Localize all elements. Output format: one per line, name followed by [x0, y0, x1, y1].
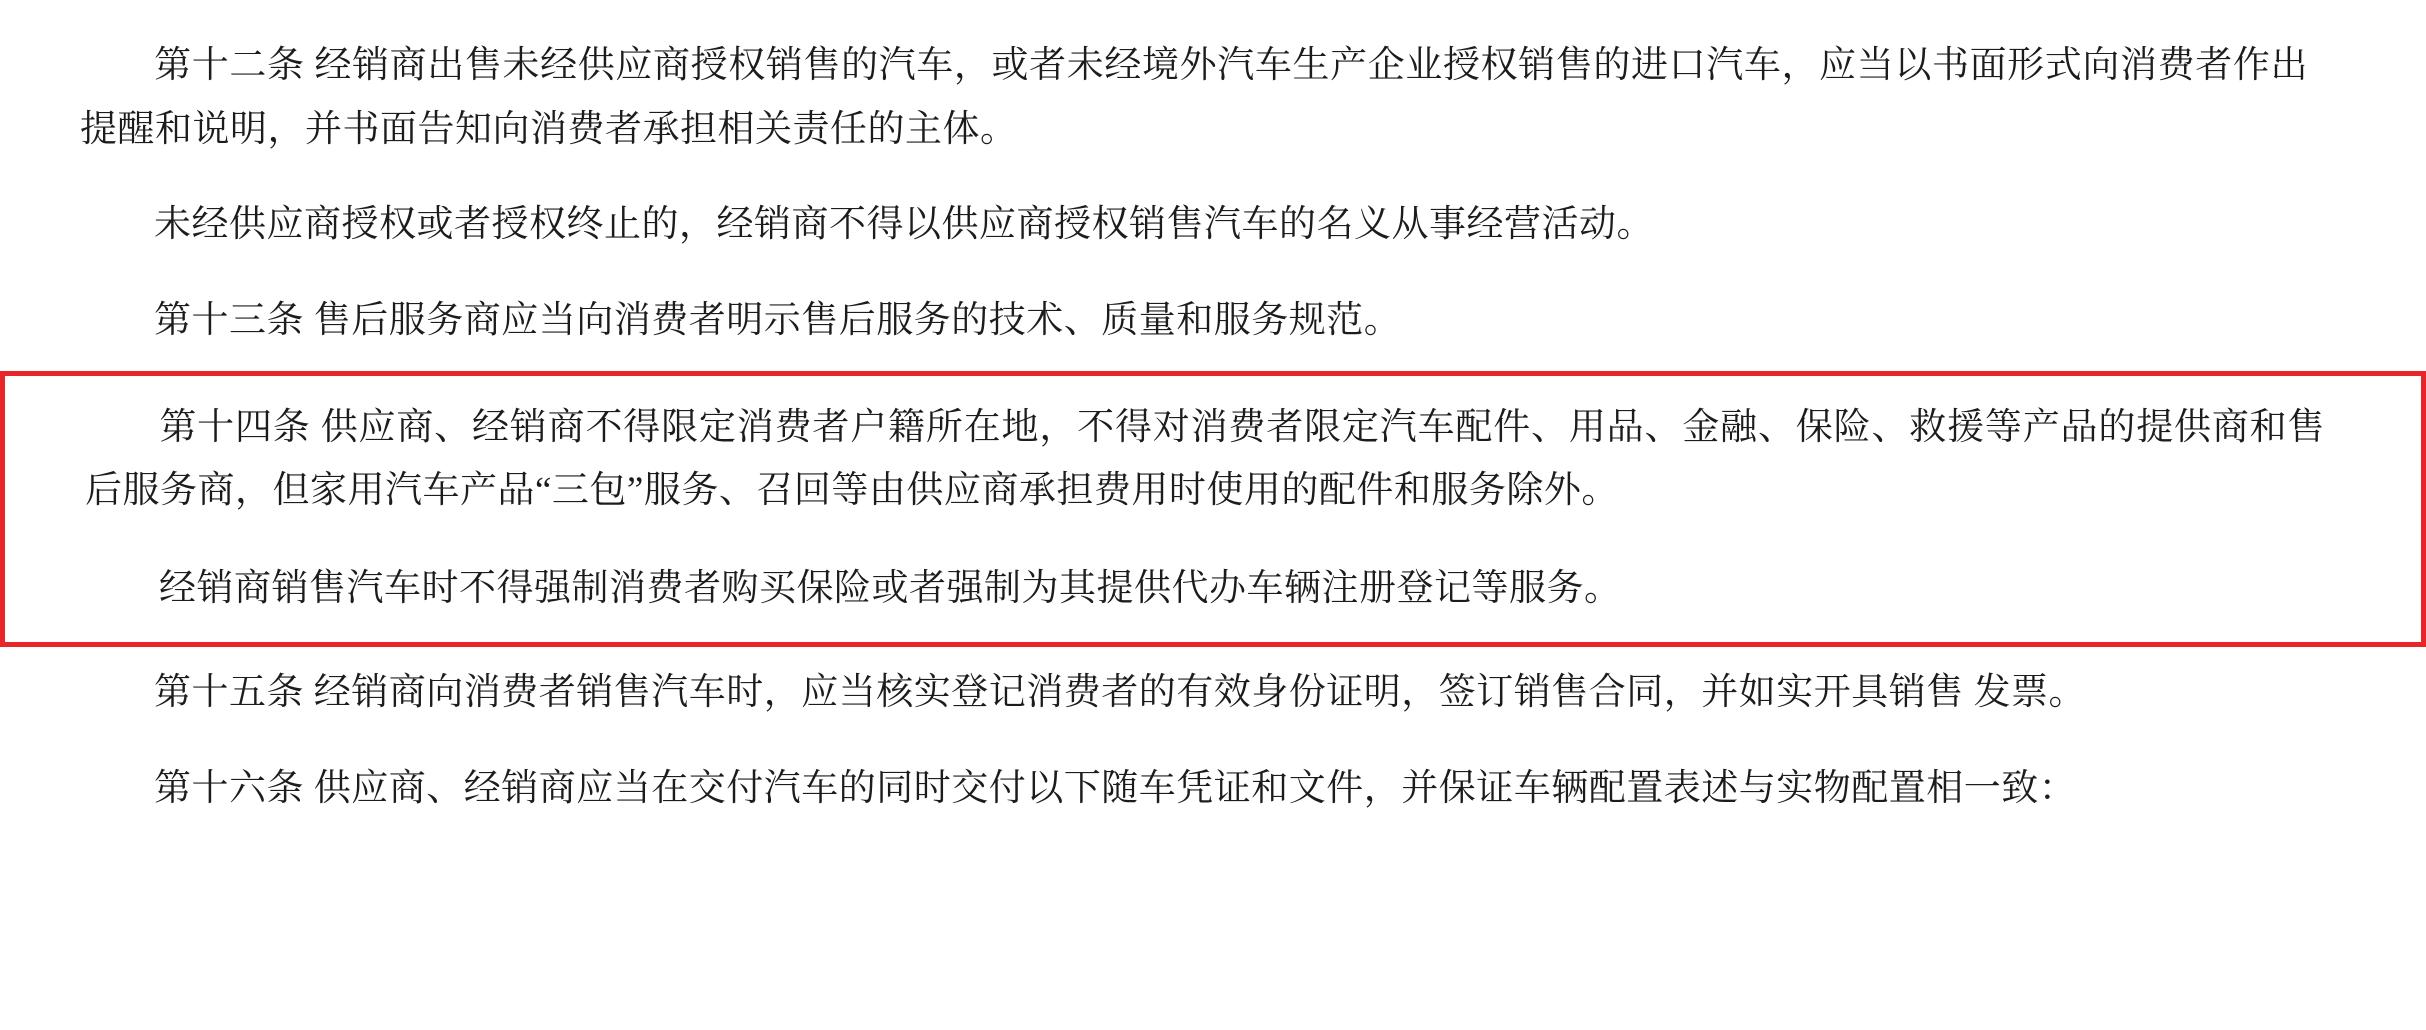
paragraph-article-12-p1	[0, 34, 2426, 161]
paragraph-article-16-p1	[0, 757, 2426, 821]
paragraph-article-12-p2	[0, 193, 2426, 257]
paragraph-text: 第十五条 经销商向消费者销售汽车时，应当核实登记消费者的有效身份证明，签订销售合同，并如实开具销售 发票。	[154, 672, 2086, 714]
paragraph-article-15-p1	[0, 661, 2426, 725]
paragraph-spacer	[5, 523, 2421, 557]
paragraph-spacer	[0, 161, 2426, 193]
highlighted-region-article-14	[0, 371, 2426, 648]
paragraph-text: 未经供应商授权或者授权终止的，经销商不得以供应商授权销售汽车的名义从事经营活动。	[154, 204, 1654, 246]
paragraph-spacer	[0, 725, 2426, 757]
paragraph-text: 第十二条 经销商出售未经供应商授权销售的汽车，或者未经境外汽车生产企业授权销售的进口汽车，应当以书面形式向消费者作出提醒和说明，并书面告知向消费者承担相关责任的主体。	[80, 45, 2308, 150]
paragraph-text: 经销商销售汽车时不得强制消费者购买保险或者强制为其提供代办车辆注册登记等服务。	[159, 567, 1622, 609]
paragraph-article-13-p1	[0, 289, 2426, 353]
paragraph-text: 第十四条 供应商、经销商不得限定消费者户籍所在地，不得对消费者限定汽车配件、用品、金融、保险、救援等产品的提供商和售后服务商，但家用汽车产品“三包”服务、召回等由供应商承担费用时使用的配件和服务除外。	[85, 406, 2325, 512]
paragraph-text: 第十六条 供应商、经销商应当在交付汽车的同时交付以下随车凭证和文件，并保证车辆配置表述与实物配置相一致：	[154, 768, 2077, 809]
paragraph-article-14-p1	[5, 396, 2421, 523]
paragraph-article-14-p2	[5, 557, 2421, 621]
paragraph-spacer	[0, 257, 2426, 289]
paragraph-text: 第十三条 售后服务商应当向消费者明示售后服务的技术、质量和服务规范。	[154, 299, 1402, 341]
